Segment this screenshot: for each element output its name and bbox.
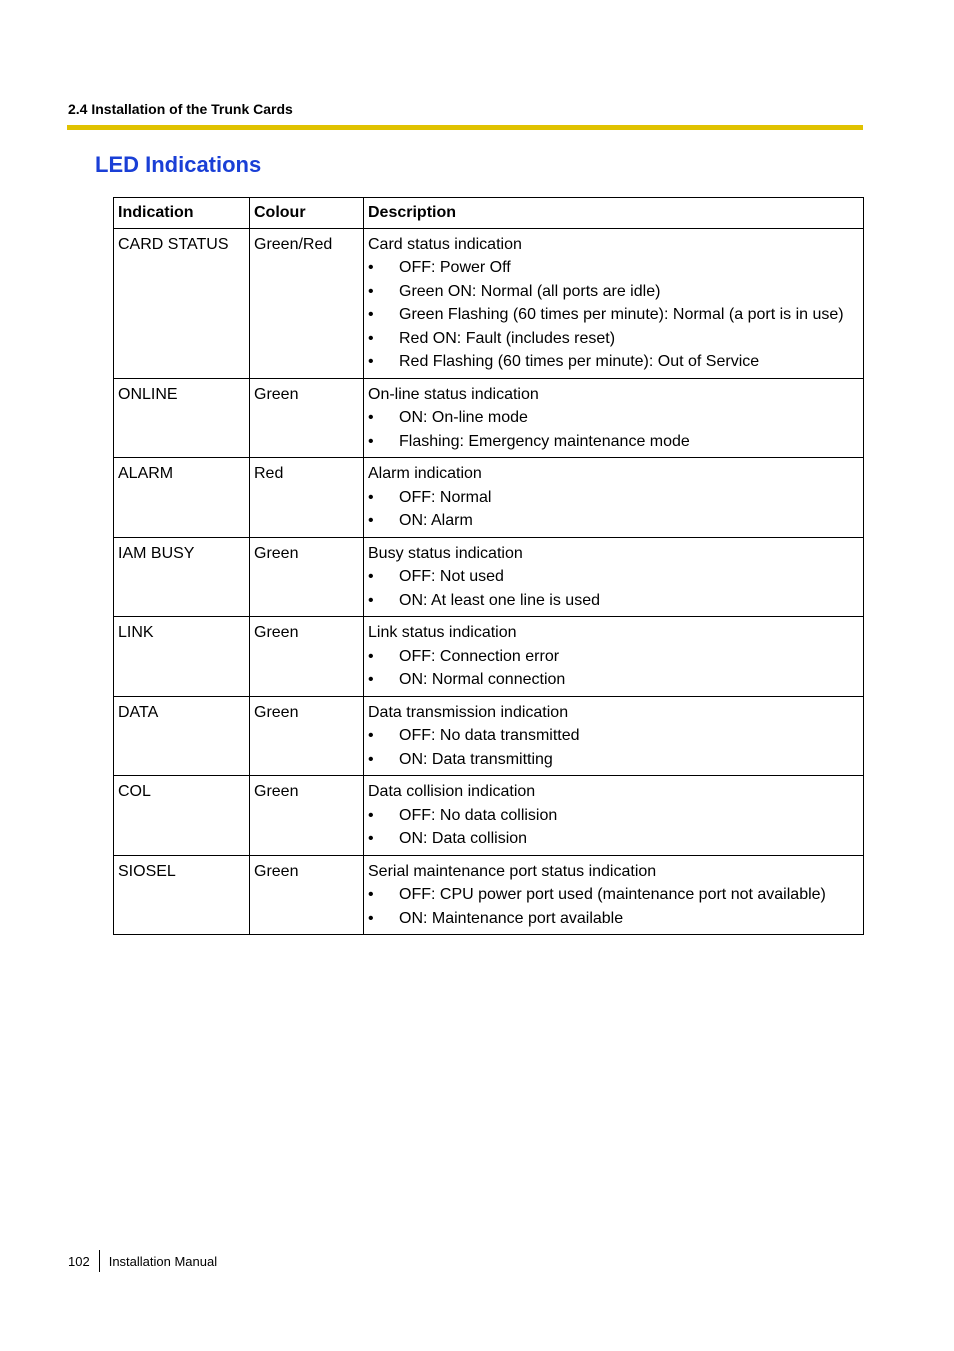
list-item: • Green Flashing (60 times per minute): Normal (a port is in use) <box>368 303 858 327</box>
cell-indication: ONLINE <box>114 378 250 458</box>
list-item: • OFF: CPU power port used (maintenance port not available) <box>368 883 858 907</box>
page-title: LED Indications <box>95 152 262 177</box>
description-bullets <box>368 724 858 771</box>
list-item: • ON: Data collision <box>368 827 858 851</box>
description-bullets <box>368 486 858 533</box>
cell-indication: CARD STATUS <box>114 228 250 378</box>
cell-description <box>364 537 864 617</box>
table-header-row <box>114 198 864 229</box>
description-bullets <box>368 565 858 612</box>
cell-indication: COL <box>114 776 250 856</box>
description-text: Serial maintenance port status indication <box>368 862 657 880</box>
description-text: Link status indication <box>368 624 517 641</box>
list-item: • OFF: Connection error <box>368 645 858 669</box>
description-bullets <box>368 406 858 453</box>
cell-description <box>364 228 864 378</box>
cell-indication: IAM BUSY <box>114 537 250 617</box>
list-item: • ON: Alarm <box>368 509 858 533</box>
list-item: • ON: Data transmitting <box>368 748 858 772</box>
page-number: 102 <box>68 1253 90 1269</box>
cell-colour: Green <box>250 855 364 935</box>
table-row <box>114 855 864 935</box>
list-item: • OFF: Not used <box>368 565 858 589</box>
cell-indication: ALARM <box>114 458 250 538</box>
page-footer <box>68 1250 217 1272</box>
footer-separator <box>99 1250 100 1272</box>
description-text: Data transmission indication <box>368 703 569 721</box>
cell-description <box>364 696 864 776</box>
description-bullets <box>368 256 858 374</box>
list-item: • OFF: Power Off <box>368 256 858 280</box>
table-row <box>114 228 864 378</box>
table-row <box>114 458 864 538</box>
cell-description <box>364 458 864 538</box>
cell-colour: Green <box>250 378 364 458</box>
table-row <box>114 696 864 776</box>
cell-colour: Green <box>250 776 364 856</box>
description-bullets <box>368 645 858 692</box>
cell-description <box>364 617 864 697</box>
list-item: • ON: Normal connection <box>368 668 858 692</box>
description-text: Card status indication <box>368 235 522 253</box>
list-item: • ON: At least one line is used <box>368 589 858 613</box>
description-text: Data collision indication <box>368 783 536 800</box>
cell-description <box>364 776 864 856</box>
column-header-description: Description <box>364 198 864 229</box>
cell-colour: Green <box>250 696 364 776</box>
header-rule <box>67 125 863 130</box>
led-indications-table <box>113 197 864 935</box>
list-item: • Red ON: Fault (includes reset) <box>368 327 858 351</box>
description-text: On-line status indication <box>368 385 539 403</box>
table-row <box>114 378 864 458</box>
description-text: Busy status indication <box>368 544 523 562</box>
cell-indication: DATA <box>114 696 250 776</box>
list-item: • Red Flashing (60 times per minute): Out of Service <box>368 350 858 374</box>
manual-name: Installation Manual <box>108 1253 218 1269</box>
description-bullets <box>368 804 858 851</box>
cell-colour: Green <box>250 617 364 697</box>
description-text: Alarm indication <box>368 465 482 482</box>
table-row <box>114 776 864 856</box>
column-header-indication: Indication <box>114 198 250 229</box>
cell-indication: LINK <box>114 617 250 697</box>
description-bullets <box>368 883 858 930</box>
cell-description <box>364 378 864 458</box>
cell-colour: Red <box>250 458 364 538</box>
section-header: 2.4 Installation of the Trunk Cards <box>68 101 293 117</box>
list-item: • ON: Maintenance port available <box>368 907 858 931</box>
table-body <box>114 228 864 935</box>
list-item: • Green ON: Normal (all ports are idle) <box>368 280 858 304</box>
table-row <box>114 617 864 697</box>
list-item: • OFF: No data collision <box>368 804 858 828</box>
cell-colour: Green <box>250 537 364 617</box>
table-row <box>114 537 864 617</box>
cell-colour: Green/Red <box>250 228 364 378</box>
list-item: • ON: On-line mode <box>368 406 858 430</box>
list-item: • Flashing: Emergency maintenance mode <box>368 430 858 454</box>
cell-indication: SIOSEL <box>114 855 250 935</box>
list-item: • OFF: Normal <box>368 486 858 510</box>
column-header-colour: Colour <box>250 198 364 229</box>
list-item: • OFF: No data transmitted <box>368 724 858 748</box>
cell-description <box>364 855 864 935</box>
